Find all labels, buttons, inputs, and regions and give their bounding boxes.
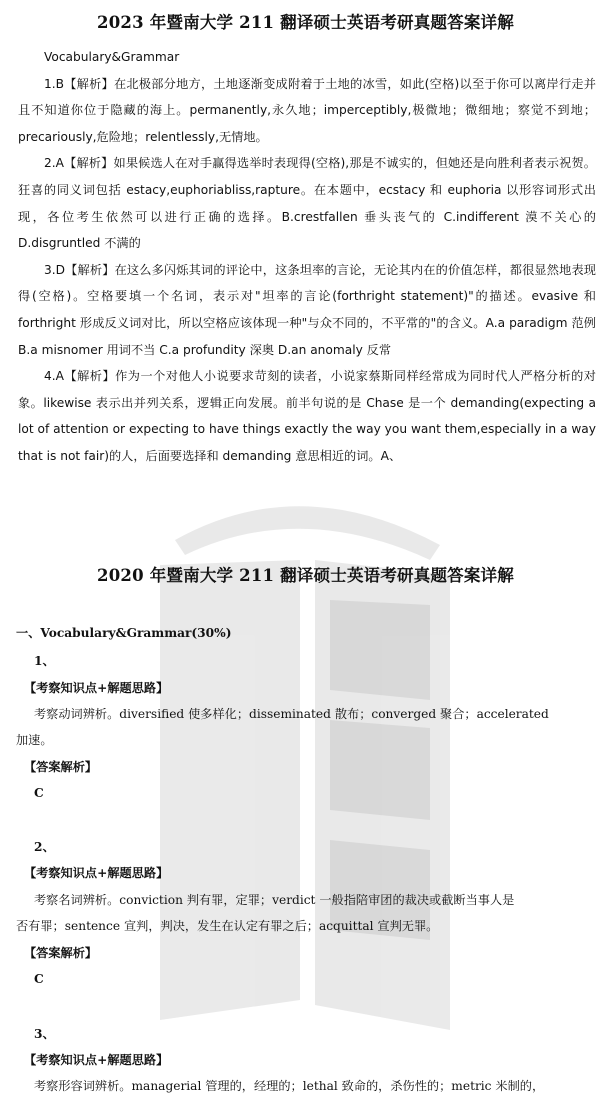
question-number: 1、 bbox=[34, 654, 55, 668]
answer-tag: 【答案解析】 bbox=[24, 946, 98, 960]
question-number: 3、 bbox=[34, 1027, 55, 1041]
explanation-line: 考察名词辨析。conviction 判有罪，定罪；verdict 一般指陪审团的裁决或截断当事人是 bbox=[34, 893, 515, 907]
question-number: 2、 bbox=[34, 840, 55, 854]
knowledge-tag: 【考察知识点+解题思路】 bbox=[24, 866, 169, 880]
title-2023: 2023 年暨南大学 211 翻译硕士英语考研真题答案详解 bbox=[97, 13, 514, 32]
knowledge-tag: 【考察知识点+解题思路】 bbox=[24, 1053, 169, 1067]
explanation-line: 考察动词辨析。diversified 使多样化；disseminated 散布；converged 聚合；accelerated bbox=[34, 707, 549, 721]
answer-item-3: 3.D【解析】在这么多闪烁其词的评论中，这条坦率的言论，无论其内在的价值怎样，都很显然地表现得(空格)。空格要填一个名词，表示对"坦率的言论(forthright statement)"的描述。evasive 和 forthright 形成反义词对比，所以空格应该体现一种"与众不同的，不平常的"的含义。A.a paradigm 范例 B.a misnomer 用词不当 C.a profundity 深奥 D.an anomaly 反常 bbox=[18, 262, 596, 357]
answer-item-4: 4.A【解析】作为一个对他人小说要求苛刻的读者，小说家蔡斯同样经常成为同时代人严格分析的对象。likewise 表示出并列关系，逻辑正向发展。前半句说的是 Chase 是一个 demanding(expecting a lot of attention or expecting to have things exactly the way you want them,especially in a way that is not fair)的人，后面要选择和 demanding 意思相近的词。A、 bbox=[18, 369, 596, 463]
part-heading: 一、Vocabulary&Grammar(30%) bbox=[16, 626, 232, 640]
explanation-line: 否有罪；sentence 宣判，判决，发生在认定有罪之后；acquittal 宣判无罪。 bbox=[16, 919, 439, 933]
section-2023-body bbox=[18, 44, 596, 470]
section-label: Vocabulary&Grammar bbox=[44, 50, 180, 64]
explanation-line: 考察形容词辨析。managerial 管理的，经理的；lethal 致命的，杀伤性的；metric 米制的， bbox=[34, 1079, 545, 1093]
answer-letter: C bbox=[34, 786, 44, 800]
answer-letter: C bbox=[34, 972, 44, 986]
title-2020: 2020 年暨南大学 211 翻译硕士英语考研真题答案详解 bbox=[97, 566, 514, 585]
answer-item-2: 2.A【解析】如果候选人在对手赢得选举时表现得(空格),那是不诚实的，但她还是向胜利者表示祝贺。狂喜的同义词包括 estacy,euphoriabliss,rapture。在本题中，ecstacy 和 euphoria 以形容词形式出现，各位考生依然可以进行正确的选择。B.crestfallen 垂头丧气的 C.indifferent 漠不关心的 D.disgruntled 不满的 bbox=[18, 156, 596, 251]
explanation-line: 加速。 bbox=[16, 733, 53, 747]
answer-tag: 【答案解析】 bbox=[24, 760, 98, 774]
knowledge-tag: 【考察知识点+解题思路】 bbox=[24, 681, 169, 695]
answer-item-1: 1.B【解析】在北极部分地方，土地逐渐变成附着于土地的冰雪，如此(空格)以至于你可以离岸行走并且不知道你位于隐藏的海上。permanently,永久地；imperceptibly,极微地；微细地；察觉不到地；precariously,危险地；relentlessly,无情地。 bbox=[18, 76, 596, 144]
